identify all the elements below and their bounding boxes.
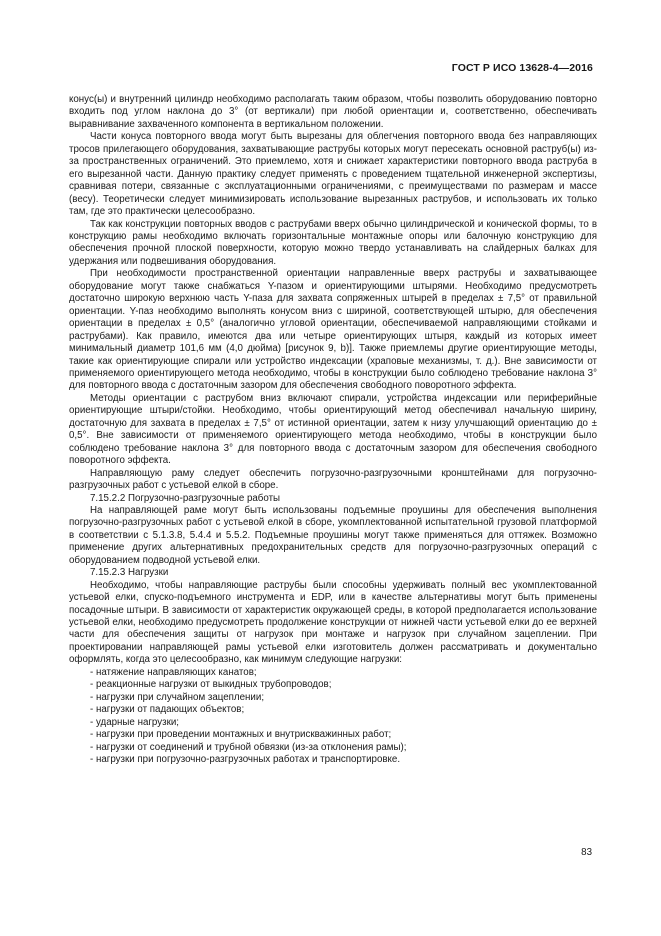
paragraph: Необходимо, чтобы направляющие раструбы были способны удерживать полный вес укомплектованной устьевой елки, спуско-подъемного инструмента и EDP, или в качестве альтернативы могут быть применены посадочные штыри. В зависимости от характеристик окружающей среды, в которой предполагается использование устьевой елки, необходимо предусмотреть продолжение конструкции от нижней части устьевой елки до ее верхней части для обеспечения защиты от нагрузок при монтаже и нагрузок при случайном зацеплении. При проектировании направляющей рамы устьевой елки изготовитель должен рассматривать и документально оформлять, когда это целесообразно, как минимум следующие нагрузки: [69, 579, 597, 666]
document-code-header: ГОСТ Р ИСО 13628-4—2016 [451, 62, 593, 74]
section-heading: 7.15.2.3 Нагрузки [90, 567, 169, 579]
list-item: - нагрузки от падающих объектов; [90, 704, 245, 716]
list-item: - нагрузки при случайном зацеплении; [90, 691, 265, 703]
list-item: - ударные нагрузки; [90, 716, 180, 728]
loads-list [69, 667, 597, 767]
paragraph: Методы ориентации с раструбом вниз включают спирали, устройства индексации или периферийные ориентирующие штыри/стойки. Необходимо, чтобы ориентирующий метод обеспечивал начальную ширину, достаточную для захвата в пределах ± 7,5° от истинной ориентации, затем к низу улучшающий ориентацию до ± 0,5°. Вне зависимости от применяемого ориентирующего метода необходимо, чтобы в конструкции было соблюдено требование наклона 3° для повторного ввода с достаточным зазором для обеспечения свободного поворотного эффекта. [69, 392, 597, 467]
page-number: 83 [581, 847, 592, 858]
section-heading: 7.15.2.2 Погрузочно-разгрузочные работы [90, 492, 281, 504]
paragraph: конус(ы) и внутренний цилиндр необходимо располагать таким образом, чтобы позволить оборудованию повторно входить под углом наклона до 3° (от вертикали) при любой ориентации и, соответственно, обеспечивать выравнивание захваченного компонента в вертикальном положении. [69, 94, 597, 130]
paragraph: Части конуса повторного ввода могут быть вырезаны для облегчения повторного ввода без направляющих тросов прилегающего оборудования, захватывающие раструбы которых могут пересекать основной раструб(ы) из-за пространственных ограничений. Это приемлемо, хотя и снижает характеристики повторного ввода раструба в его вырезанной части. Данную практику следует применять с проведением тщательной инженерной экспертизы, сравнивая потери, связанные с эксплуатационными ограничениями, с преимуществами по размерам и массе (весу). Теоретически следует минимизировать использование вырезанных раструбов, и использовать их только там, где это практически целесообразно. [69, 131, 597, 218]
paragraph: Направляющую раму следует обеспечить погрузочно-разгрузочными кронштейнами для погрузочно-разгрузочных работ с устьевой елкой в сборе. [69, 467, 597, 492]
list-item: - нагрузки при проведении монтажных и внутрискважинных работ; [90, 729, 392, 741]
paragraph: При необходимости пространственной ориентации направленные вверх раструбы и захватывающее оборудование могут также снабжаться Y-пазом и ориентирующими штырями. Необходимо предусмотреть достаточно широкую верхнюю часть Y-паза для захвата сопряженных штырей в пределах ± 7,5° от правильной ориентации. Y-паз необходимо выполнять конусом вниз с шириной, соответствующей штырю, для обеспечения ориентации в пределах ± 0,5° (аналогично угловой ориентации, обеспечиваемой направляющими стойками и раструбами). Как правило, имеются два или четыре ориентирующих штыря, каждый из которых имеет минимальный диаметр 101,6 мм (4,0 дюйма) [рисунок 9, b)]. Также приемлемы другие ориентирующие методы, такие как ориентирующие спирали или устройство индексации (храповые механизмы, т. д.). Вне зависимости от применяемого ориентирующего метода необходимо, чтобы в конструкции было соблюдено требование наклона 3° для повторного ввода с достаточным зазором для обеспечения свободного поворотного эффекта. [69, 268, 597, 392]
paragraph: Так как конструкции повторных вводов с раструбами вверх обычно цилиндрической и конической формы, то в конструкцию рамы необходимо включать горизонтальные монтажные опоры или балочную конструкцию для обеспечения прочной плоской поверхности, которую можно твердо устанавливать на слайдерных балках для удержания или подвешивания оборудования. [69, 218, 597, 267]
list-item: - реакционные нагрузки от выкидных трубопроводов; [90, 679, 332, 691]
list-item: - натяжение направляющих канатов; [90, 666, 257, 678]
paragraph: На направляющей раме могут быть использованы подъемные проушины для обеспечения выполнения погрузочно-разгрузочных работ с устьевой елкой в сборе, укомплектованной испытательной грузовой платформой в соответствии с 5.1.3.8, 5.4.4 и 5.5.2. Подъемные проушины могут также применяться для оттяжек. Возможно применение других альтернативных предохранительных средств для погрузочно-разгрузочных операций с оборудованием подводной устьевой елки. [69, 504, 597, 566]
list-item: - нагрузки при погрузочно-разгрузочных работах и транспортировке. [90, 754, 401, 766]
list-item: - нагрузки от соединений и трубной обвязки (из-за отклонения рамы); [90, 741, 407, 753]
document-body [69, 94, 597, 766]
